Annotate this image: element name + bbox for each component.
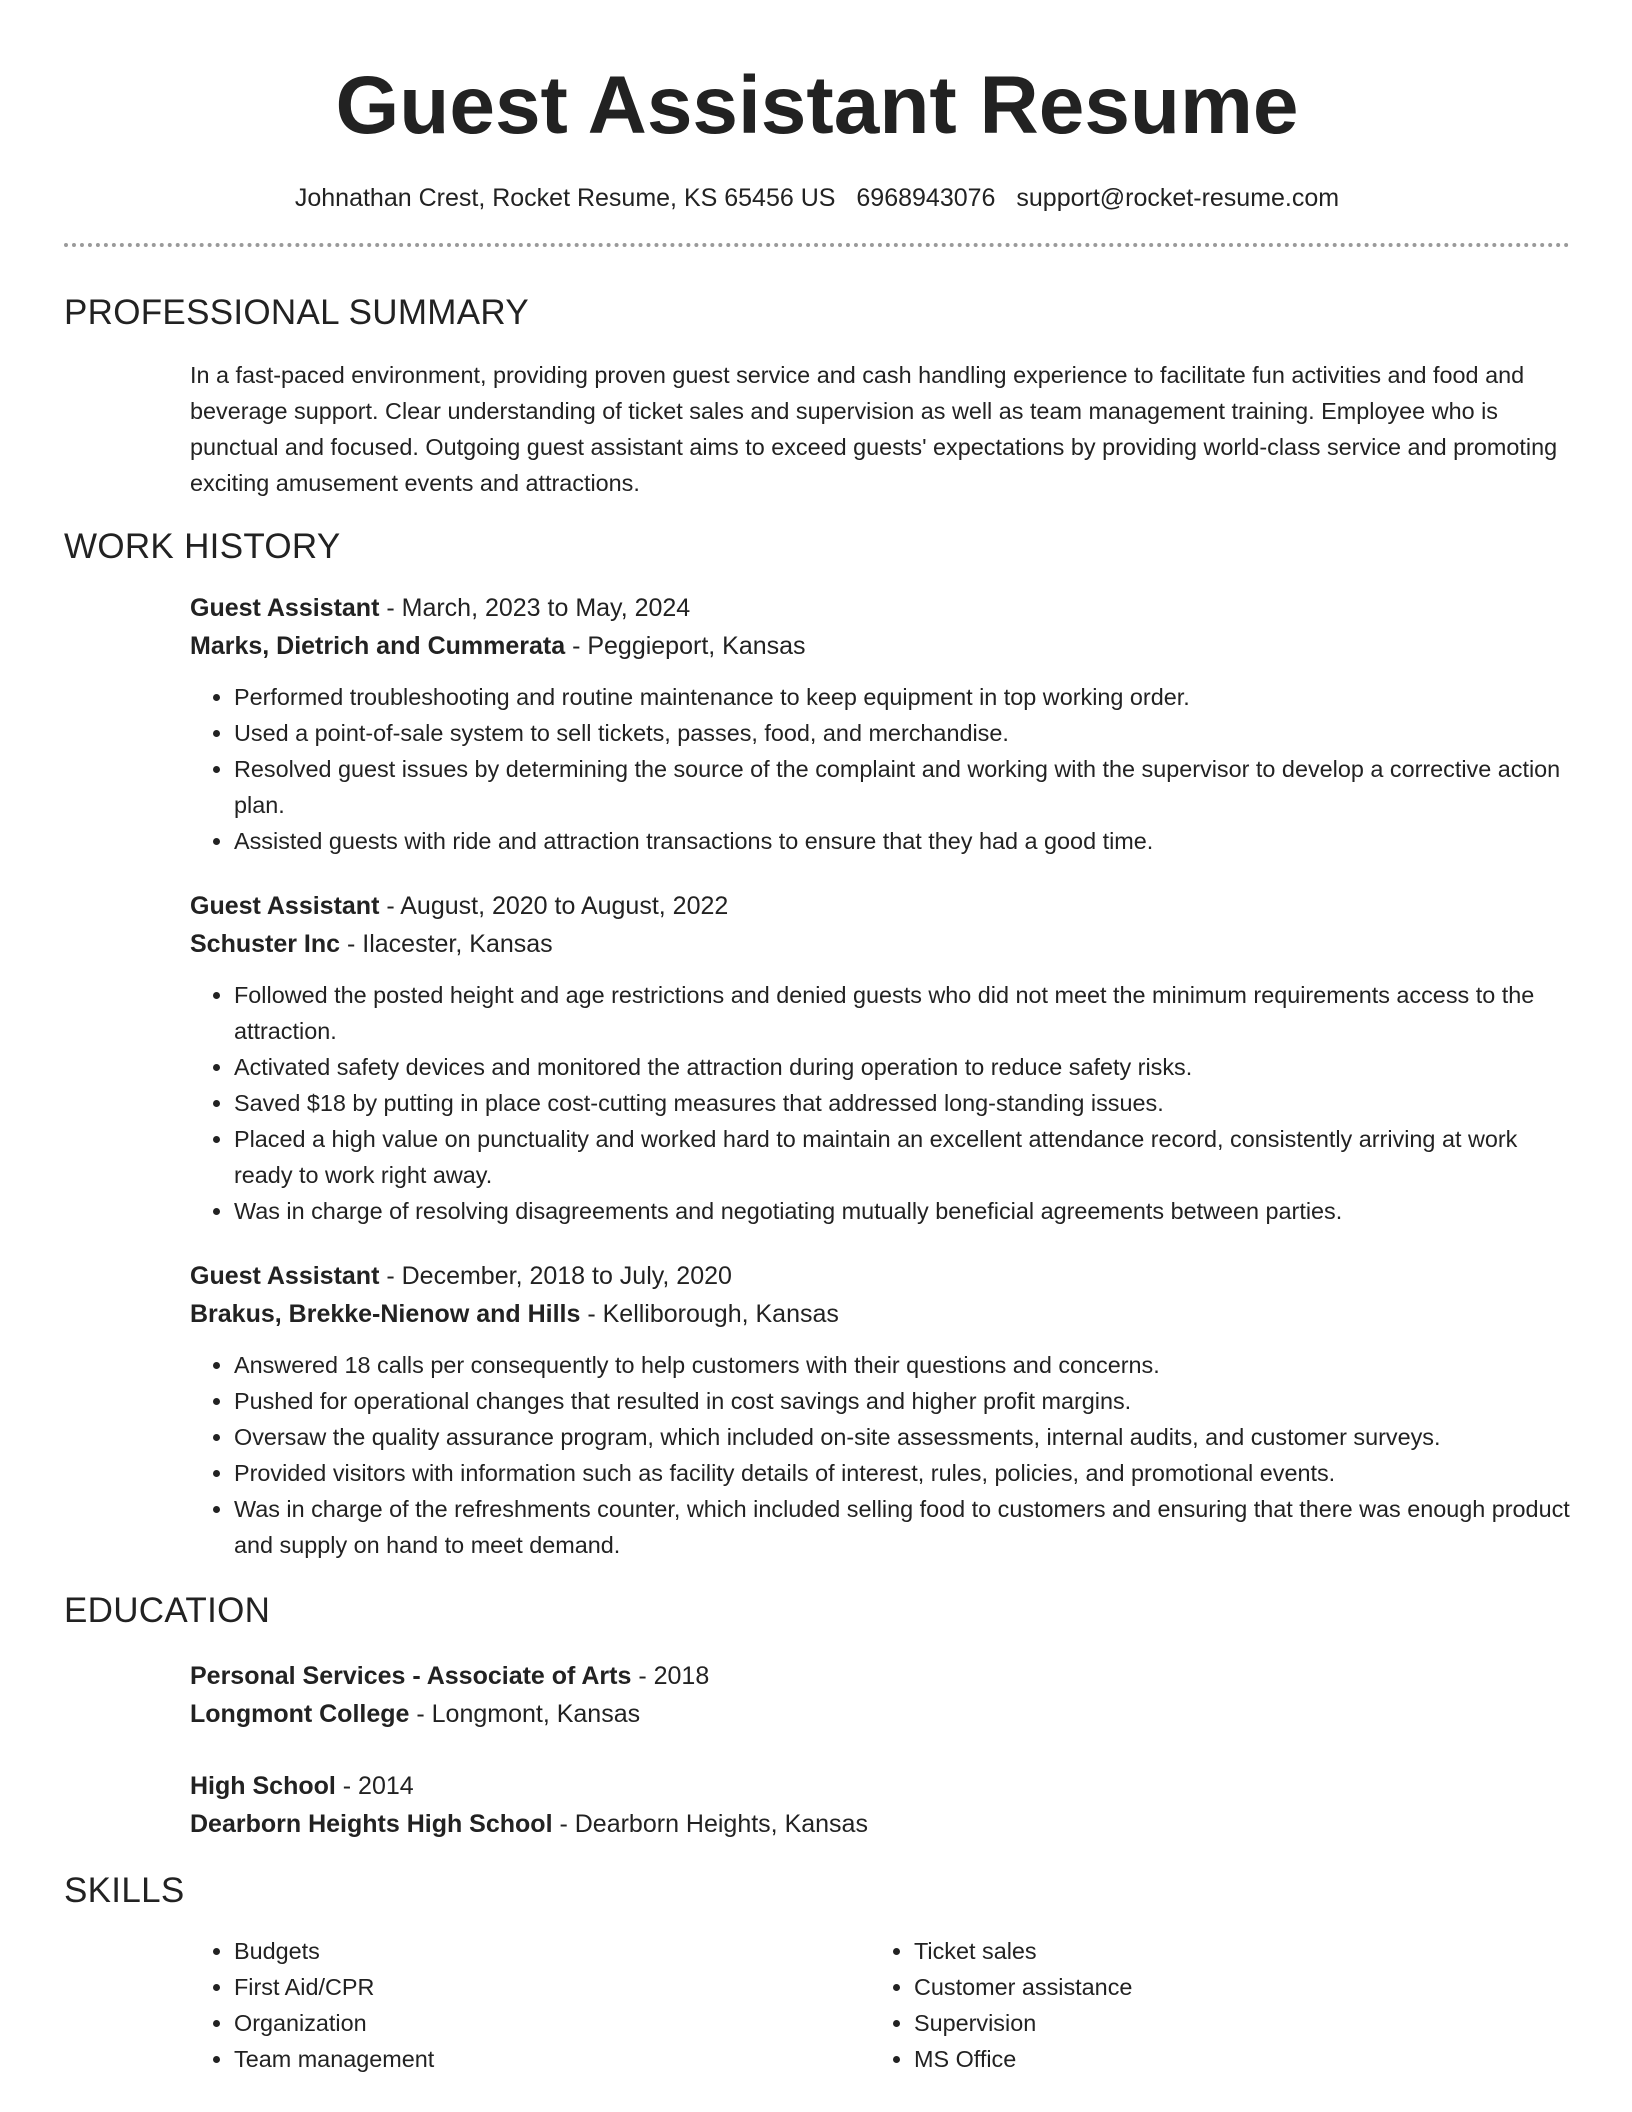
job-entry	[190, 887, 1570, 1229]
job-bullet: • Answered 18 calls per consequently to help customers with their questions and concerns.	[234, 1347, 1570, 1383]
job-bullets	[190, 977, 1570, 1229]
job-company-line	[190, 1295, 1570, 1333]
education-school-line	[190, 1805, 1570, 1843]
job-bullet: • Pushed for operational changes that resulted in cost savings and higher profit margins.	[234, 1383, 1570, 1419]
job-dates: - December, 2018 to July, 2020	[379, 1262, 732, 1290]
job-bullet: • Placed a high value on punctuality and worked hard to maintain an excellent attendance record, consistently arriving at work ready to work right away.	[234, 1121, 1570, 1193]
skills-columns	[190, 1933, 1570, 2077]
job-bullet: • Activated safety devices and monitored the attraction during operation to reduce safety risks.	[234, 1049, 1570, 1085]
resume-title: Guest Assistant Resume	[335, 60, 1299, 151]
job-title: Guest Assistant	[190, 1262, 380, 1290]
job-title: Guest Assistant	[190, 892, 380, 920]
job-company: Schuster Inc	[190, 930, 341, 958]
resume-page	[64, 0, 1570, 2077]
job-location: - Kelliborough, Kansas	[580, 1300, 839, 1328]
job-company-line	[190, 925, 1570, 963]
skill-item: • Ticket sales	[914, 1933, 1550, 1969]
education-degree: High School	[190, 1772, 336, 1800]
education-school: Longmont College	[190, 1700, 410, 1728]
education-degree: Personal Services - Associate of Arts	[190, 1662, 632, 1690]
job-dates: - March, 2023 to May, 2024	[379, 594, 691, 622]
skills-left-column	[190, 1933, 870, 2077]
education-school: Dearborn Heights High School	[190, 1810, 553, 1838]
skill-item: • Team management	[234, 2041, 870, 2077]
education-location: - Longmont, Kansas	[409, 1700, 641, 1728]
job-company: Brakus, Brekke-Nienow and Hills	[190, 1300, 581, 1328]
job-bullet: • Provided visitors with information such as facility details of interest, rules, policies, and promotional events.	[234, 1455, 1570, 1491]
summary-heading: PROFESSIONAL SUMMARY	[64, 293, 529, 332]
skill-item: • First Aid/CPR	[234, 1969, 870, 2005]
education-entry	[190, 1767, 1570, 1843]
job-bullets	[190, 679, 1570, 859]
contact-phone: 6968943076	[856, 184, 996, 212]
education-location: - Dearborn Heights, Kansas	[552, 1810, 868, 1838]
education-year: - 2014	[335, 1772, 414, 1800]
skills-heading: SKILLS	[64, 1871, 185, 1910]
job-bullet: • Performed troubleshooting and routine maintenance to keep equipment in top working order.	[234, 679, 1570, 715]
job-company-line	[190, 627, 1570, 665]
job-bullet: • Was in charge of resolving disagreements and negotiating mutually beneficial agreements between parties.	[234, 1193, 1570, 1229]
job-entry	[190, 1257, 1570, 1563]
job-title-line	[190, 589, 1570, 627]
work-history-list	[190, 589, 1570, 1563]
job-bullet: • Was in charge of the refreshments counter, which included selling food to customers and ensuring that there was enough product and supply on hand to meet demand.	[234, 1491, 1570, 1563]
contact-address: Johnathan Crest, Rocket Resume, KS 65456 US	[294, 184, 836, 212]
job-dates: - August, 2020 to August, 2022	[379, 892, 729, 920]
job-location: - Ilacester, Kansas	[340, 930, 553, 958]
education-degree-line	[190, 1657, 1570, 1695]
job-bullet: • Oversaw the quality assurance program, which included on-site assessments, internal audits, and customer surveys.	[234, 1419, 1570, 1455]
education-school-line	[190, 1695, 1570, 1733]
job-bullet: • Resolved guest issues by determining the source of the complaint and working with the supervisor to develop a corrective action plan.	[234, 751, 1570, 823]
education-entry	[190, 1657, 1570, 1733]
job-bullet: • Assisted guests with ride and attraction transactions to ensure that they had a good time.	[234, 823, 1570, 859]
skills-right-column	[870, 1933, 1550, 2077]
job-bullet: • Used a point-of-sale system to sell tickets, passes, food, and merchandise.	[234, 715, 1570, 751]
skill-item: • Budgets	[234, 1933, 870, 1969]
summary-text: In a fast-paced environment, providing proven guest service and cash handling experience to facilitate fun activities and food and beverage support. Clear understanding of ticket sales and supervision as well as team management training. Employee who is punctual and focused. Outgoing guest assistant aims to exceed guests' expectations by providing world-class service and promoting exciting amusement events and attractions.	[190, 362, 1558, 496]
job-location: - Peggieport, Kansas	[565, 632, 806, 660]
skill-item: • MS Office	[914, 2041, 1550, 2077]
job-bullets	[190, 1347, 1570, 1563]
education-list	[190, 1657, 1570, 1843]
education-degree-line	[190, 1767, 1570, 1805]
education-year: - 2018	[631, 1662, 710, 1690]
job-bullet: • Followed the posted height and age restrictions and denied guests who did not meet the minimum requirements access to the attraction.	[234, 977, 1570, 1049]
job-company: Marks, Dietrich and Cummerata	[190, 632, 566, 660]
skill-item: • Customer assistance	[914, 1969, 1550, 2005]
job-title: Guest Assistant	[190, 594, 380, 622]
job-title-line	[190, 1257, 1570, 1295]
job-title-line	[190, 887, 1570, 925]
job-entry	[190, 589, 1570, 859]
job-bullet: • Saved $18 by putting in place cost-cutting measures that addressed long-standing issues.	[234, 1085, 1570, 1121]
education-heading: EDUCATION	[64, 1591, 271, 1630]
header-divider	[64, 243, 1570, 247]
work-history-heading: WORK HISTORY	[64, 527, 341, 566]
contact-email: support@rocket-resume.com	[1016, 184, 1340, 212]
skill-item: • Supervision	[914, 2005, 1550, 2041]
contact-line	[64, 181, 1570, 215]
skill-item: • Organization	[234, 2005, 870, 2041]
